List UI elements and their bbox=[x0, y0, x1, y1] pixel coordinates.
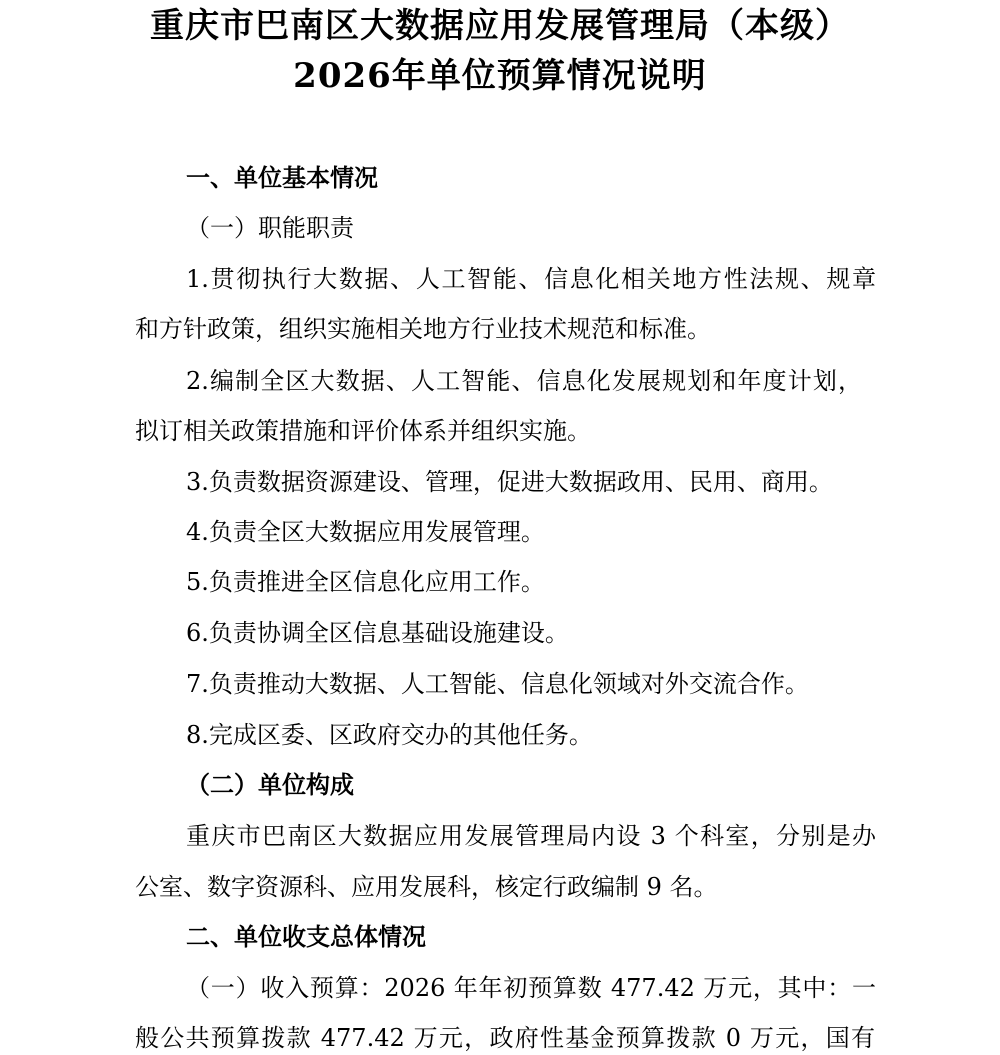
composition-line-2: 公室、数字资源科、应用发展科，核定行政编制 9 名。 bbox=[135, 873, 718, 901]
duty-item-8: 8.完成区委、区政府交办的其他任务。 bbox=[186, 721, 593, 749]
duty-item-7: 7.负责推动大数据、人工智能、信息化领域对外交流合作。 bbox=[186, 670, 809, 698]
duty-item-4: 4.负责全区大数据应用发展管理。 bbox=[186, 518, 545, 546]
section-1-heading: 一、单位基本情况 bbox=[186, 164, 378, 192]
duty-item-3: 3.负责数据资源建设、管理，促进大数据政用、民用、商用。 bbox=[186, 468, 833, 496]
income-budget-line-2: 般公共预算拨款 477.42 万元，政府性基金预算拨款 0 万元，国有 bbox=[135, 1024, 875, 1052]
duty-item-1-line-1: 1.贯彻执行大数据、人工智能、信息化相关地方性法规、规章 bbox=[186, 265, 876, 293]
duty-item-5: 5.负责推进全区信息化应用工作。 bbox=[186, 568, 545, 596]
duty-item-6: 6.负责协调全区信息基础设施建设。 bbox=[186, 619, 569, 647]
subsection-2-heading: （二）单位构成 bbox=[186, 771, 354, 799]
document-title-line-2: 2026年单位预算情况说明 bbox=[293, 56, 707, 96]
duty-item-1-line-2: 和方针政策，组织实施相关地方行业技术规范和标准。 bbox=[135, 315, 711, 343]
income-budget-line-1: （一）收入预算：2026 年年初预算数 477.42 万元，其中：一 bbox=[186, 974, 876, 1002]
document-title-line-1: 重庆市巴南区大数据应用发展管理局（本级） bbox=[150, 6, 850, 46]
duty-item-2-line-2: 拟订相关政策措施和评价体系并组织实施。 bbox=[135, 417, 591, 445]
subsection-1-heading: （一）职能职责 bbox=[186, 214, 354, 242]
section-2-heading: 二、单位收支总体情况 bbox=[186, 923, 426, 951]
duty-item-2-line-1: 2.编制全区大数据、人工智能、信息化发展规划和年度计划， bbox=[186, 367, 862, 395]
composition-line-1: 重庆市巴南区大数据应用发展管理局内设 3 个科室，分别是办 bbox=[186, 822, 876, 850]
